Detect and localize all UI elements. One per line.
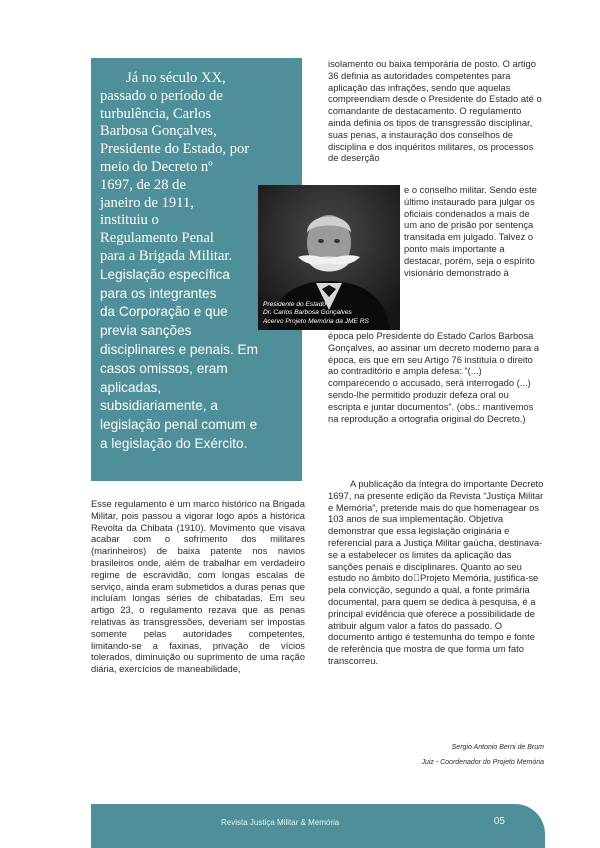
pull-quote-line: subsidiariamente, a <box>100 398 218 414</box>
pull-quote-line: Já no século XX, <box>126 70 226 86</box>
pull-quote-line: turbulência, Carlos <box>100 105 212 122</box>
left-column <box>91 498 305 675</box>
right-column-beside-photo <box>404 184 544 278</box>
caption-line: Acervo Projeto Memória da JME RS <box>263 317 369 325</box>
right-column-publication <box>328 478 544 667</box>
signature-name: Sergio Antonio Berni de Brum <box>451 744 544 751</box>
pull-quote-line: Barbosa Gonçalves, <box>100 123 217 140</box>
body-paragraph: isolamento ou baixa temporária de posto. O artigo 36 definia as autoridades competentes para aplicação das infrações, sendo que aquelas compreendiam desde o Presidente do Estado até o comandante de destacamento. O regulamento ainda definia os tipos de transgressão disciplinar, suas penas, a instauração dos conselhos de disciplina e dos inquéritos militares, os processos de deserção <box>328 58 542 164</box>
pull-quote-line: passado o período de <box>100 87 223 104</box>
caption-line: Dr. Carlos Barbosa Gonçalves <box>263 309 352 317</box>
portrait-photo <box>258 185 400 330</box>
body-paragraph: e o conselho militar. Sendo este último instaurado para julgar os oficiais condenados a mais de um ano de prisão por sentença transitada em julgado. Talvez o ponto mais importante a destacar, porém, seja o espírito visionário demonstrado à <box>404 184 537 278</box>
body-paragraph: A publicação da íntegra do importante Decreto 1697, na presente edição da Revista “Justiça Militar e Memória”, pretende mais do que homenagear os 103 anos de sua implementação. Objetiva demonstrar que essa legislação originária e referencial para a Justiça Militar gaúcha, destinava-se a estabelecer os limites da aplicação das sanções penais e disciplinares. Quanto ao seu estudo no âmbito do Projeto Memória, justifica-se pela convicção, segundo a qual, a fonte primária documental, para quem se dedica à pesquisa, é a principal evidência que oferece a possibilidade de atribuir algum valor a fatos do passado. O documento antigo é testemunha do tempo e fonte de referência que mostra de que forma um fato transcorreu. <box>328 478 544 666</box>
pull-quote-line: 1697, de 28 de <box>100 176 186 193</box>
caption-line: Presidente do Estado <box>263 301 327 309</box>
pull-quote-line: casos omissos, eram <box>100 360 228 376</box>
signature-role: Juiz - Coordenador do Projeto Memória <box>421 759 544 766</box>
pull-quote-line: para a Brigada Militar. <box>100 247 233 264</box>
right-column-top <box>328 58 544 184</box>
pull-quote-line: meio do Decreto nº <box>100 158 213 175</box>
pull-quote-line: da Corporação e que <box>100 304 228 320</box>
footer-band <box>91 804 545 848</box>
right-column-bottom <box>328 330 544 424</box>
signature <box>421 740 544 770</box>
body-paragraph: época pelo Presidente do Estado Carlos Barbosa Gonçalves, ao assinar um decreto moderno para a época, eis que em seu Artigo 76 instituía o direito ao contraditório e ampla defesa: “(...) comparecendo o accusado, será interrogado (...) sendo-lhe permitido produzir defeza oral ou escripta e juntar documentos”. (obs.: mantivemos na reprodução a ortografia original do Decreto.) <box>328 330 540 424</box>
pull-quote-line: legislação penal comum e <box>100 417 258 433</box>
page-number: 05 <box>493 816 505 827</box>
footer-title: Revista Justiça Militar & Memória <box>221 818 340 827</box>
pull-quote-line: disciplinares e penais. Em <box>100 341 258 357</box>
pull-quote-line: janeiro de 1911, <box>100 194 194 211</box>
photo-caption <box>263 301 369 326</box>
pull-quote-line: Regulamento Penal <box>100 230 214 247</box>
pull-quote-line: para os integrantes <box>100 285 217 301</box>
body-paragraph: Esse regulamento é um marco histórico na Brigada Militar, pois passou a vigorar logo após a histórica Revolta da Chibata (1910). Movimento que visava acabar com o sofrimento dos militares (marinheiros) de baixa patente nos navios brasileiros onde, além de trabalhar em verdadeiro regime de escravidão, com longas escalas de serviço, ainda eram submetidos a duras penas que incluíam longas séries de chibatadas. Em seu artigo 23, o regulamento rezava que as penas relativas às transgressões, deveriam ser impostas somente pelas autoridades competentes, limitando-se a faxinas, privação de vícios tolerados, diminuição ou suprimento de uma ração diária, exercícios de maneabilidade, <box>91 498 305 675</box>
pull-quote-line: instituiu o <box>100 212 159 229</box>
pull-quote-line: Presidente do Estado, por <box>100 141 250 158</box>
pull-quote-line: aplicadas, <box>100 379 162 395</box>
pull-quote-line: a legislação do Exército. <box>100 435 248 451</box>
pull-quote-line: Legislação específica <box>100 266 230 282</box>
pull-quote-line: previa sanções <box>100 323 192 339</box>
